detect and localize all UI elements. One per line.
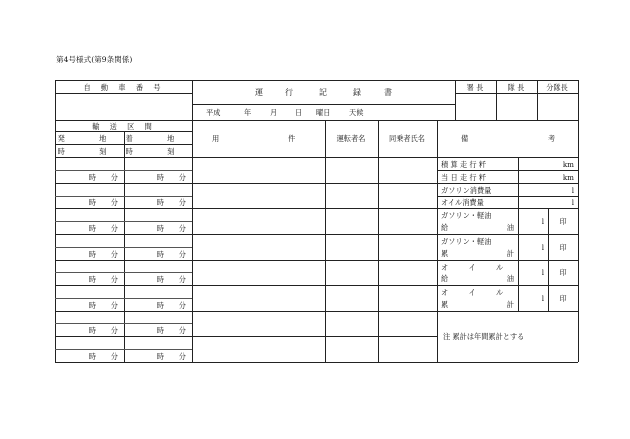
section-header: 輸 送 区 間	[92, 122, 156, 131]
time-hour-label: 時	[156, 275, 164, 284]
oil-supply-seal: 印	[559, 268, 567, 277]
oil-total-label-b: 計	[506, 300, 514, 309]
total-distance-unit: km	[562, 160, 574, 169]
day-distance-unit: km	[562, 173, 574, 182]
gas-supply-label-b: 油	[506, 223, 514, 232]
time-hour-label: 時	[156, 301, 164, 310]
gas-total-label-a: 累	[441, 249, 449, 258]
oil-total-unit: l	[541, 294, 544, 303]
gas-supply-label-top: ガソリン・軽油	[441, 211, 492, 220]
time-hour-label: 時	[88, 352, 96, 361]
time-minute-label: 分	[178, 352, 186, 361]
total-distance-label: 積 算 走 行 粁	[441, 160, 487, 169]
oil-supply-label-top: オ イ ル	[441, 263, 513, 272]
vehicle-number-label: 自 動 車 番 号	[83, 83, 165, 92]
time-hour-label: 時	[156, 352, 164, 361]
time-minute-label: 分	[178, 301, 186, 310]
time-minute-label: 分	[110, 224, 118, 233]
time-minute-label: 分	[110, 352, 118, 361]
time-hour-label: 時	[156, 326, 164, 335]
gas-supply-label-a: 給	[441, 223, 449, 232]
annual-total-note: 注 累計は年間累計とする	[443, 332, 525, 341]
oil-total-seal: 印	[559, 294, 567, 303]
arrival-header: 着 地	[125, 134, 191, 143]
time-hour-label: 時	[156, 224, 164, 233]
gas-consumption-unit: l	[571, 186, 574, 195]
time-hour-label: 時	[156, 198, 164, 207]
time-hour-label: 時	[88, 326, 96, 335]
time-minute-label: 分	[178, 250, 186, 259]
day-distance-label: 当 日 走 行 粁	[441, 173, 487, 182]
time-hour-label: 時	[88, 275, 96, 284]
departure-time-header: 時 刻	[57, 147, 123, 156]
oil-total-label-top: オ イ ル	[441, 288, 513, 297]
time-minute-label: 分	[110, 250, 118, 259]
oil-consumption-unit: l	[571, 198, 574, 207]
gas-total-label-top: ガソリン・軽油	[441, 237, 492, 246]
oil-consumption-label: オイル消費量	[441, 198, 484, 207]
time-minute-label: 分	[178, 198, 186, 207]
gas-total-unit: l	[541, 243, 544, 252]
oil-total-label-a: 累	[441, 300, 449, 309]
time-hour-label: 時	[88, 301, 96, 310]
gas-consumption-label: ガソリン消費量	[441, 186, 492, 195]
form-label: 第4号様式(第9条関係)	[56, 55, 133, 64]
oil-supply-label-b: 油	[506, 274, 514, 283]
departure-header: 発 地	[57, 134, 123, 143]
time-minute-label: 分	[178, 275, 186, 284]
time-minute-label: 分	[178, 173, 186, 182]
gas-total-label-b: 計	[506, 249, 514, 258]
arrival-time-header: 時 刻	[125, 147, 191, 156]
time-hour-label: 時	[156, 250, 164, 259]
time-hour-label: 時	[88, 173, 96, 182]
time-minute-label: 分	[110, 198, 118, 207]
time-minute-label: 分	[110, 301, 118, 310]
time-hour-label: 時	[88, 198, 96, 207]
time-minute-label: 分	[178, 224, 186, 233]
approval-squad-leader: 分隊長	[546, 83, 568, 92]
remarks-header-b: 考	[548, 134, 556, 143]
remarks-header-a: 備	[461, 134, 469, 143]
time-minute-label: 分	[110, 326, 118, 335]
purpose-header-a: 用	[212, 134, 220, 143]
time-minute-label: 分	[110, 275, 118, 284]
time-minute-label: 分	[178, 326, 186, 335]
gas-supply-seal: 印	[559, 217, 567, 226]
time-hour-label: 時	[88, 250, 96, 259]
approval-chief: 署 長	[466, 83, 484, 92]
document-page: 第4号様式(第9条関係) 自 動 車 番 号 運 行 記 録 書 署 長 隊 長 分隊長 平成 年 月 日 曜日 天候 輸 送 区 間 発 地 着 地 時 刻 時 刻 用 件 運転者名 同乗者氏名 備 考 時 分 時 分 時 分 時 分 時 分 時 分 時 分 時 分 時 分 時 分 時 分 時 分 時 分 時 分 時 分 時 分 積 算 走 行 粁 km 当 日 走 行 粁 km ガソリン消費量 l オイル消費量 l ガソリン・軽油 給 油 l 印 ガソリン・軽油 累 計 l 印 オ イ ル 給 油 l 印 オ イ ル 累 計 l 印 注 累計は年間累計とする	[56, 55, 574, 361]
purpose-header-b: 件	[288, 134, 296, 143]
oil-supply-label-a: 給	[441, 274, 449, 283]
time-hour-label: 時	[88, 224, 96, 233]
gas-supply-unit: l	[541, 217, 544, 226]
approval-captain: 隊 長	[507, 83, 525, 92]
time-minute-label: 分	[110, 173, 118, 182]
gas-total-seal: 印	[559, 243, 567, 252]
oil-supply-unit: l	[541, 268, 544, 277]
driver-header: 運転者名	[336, 134, 366, 143]
time-hour-label: 時	[156, 173, 164, 182]
passenger-header: 同乗者氏名	[389, 134, 425, 143]
